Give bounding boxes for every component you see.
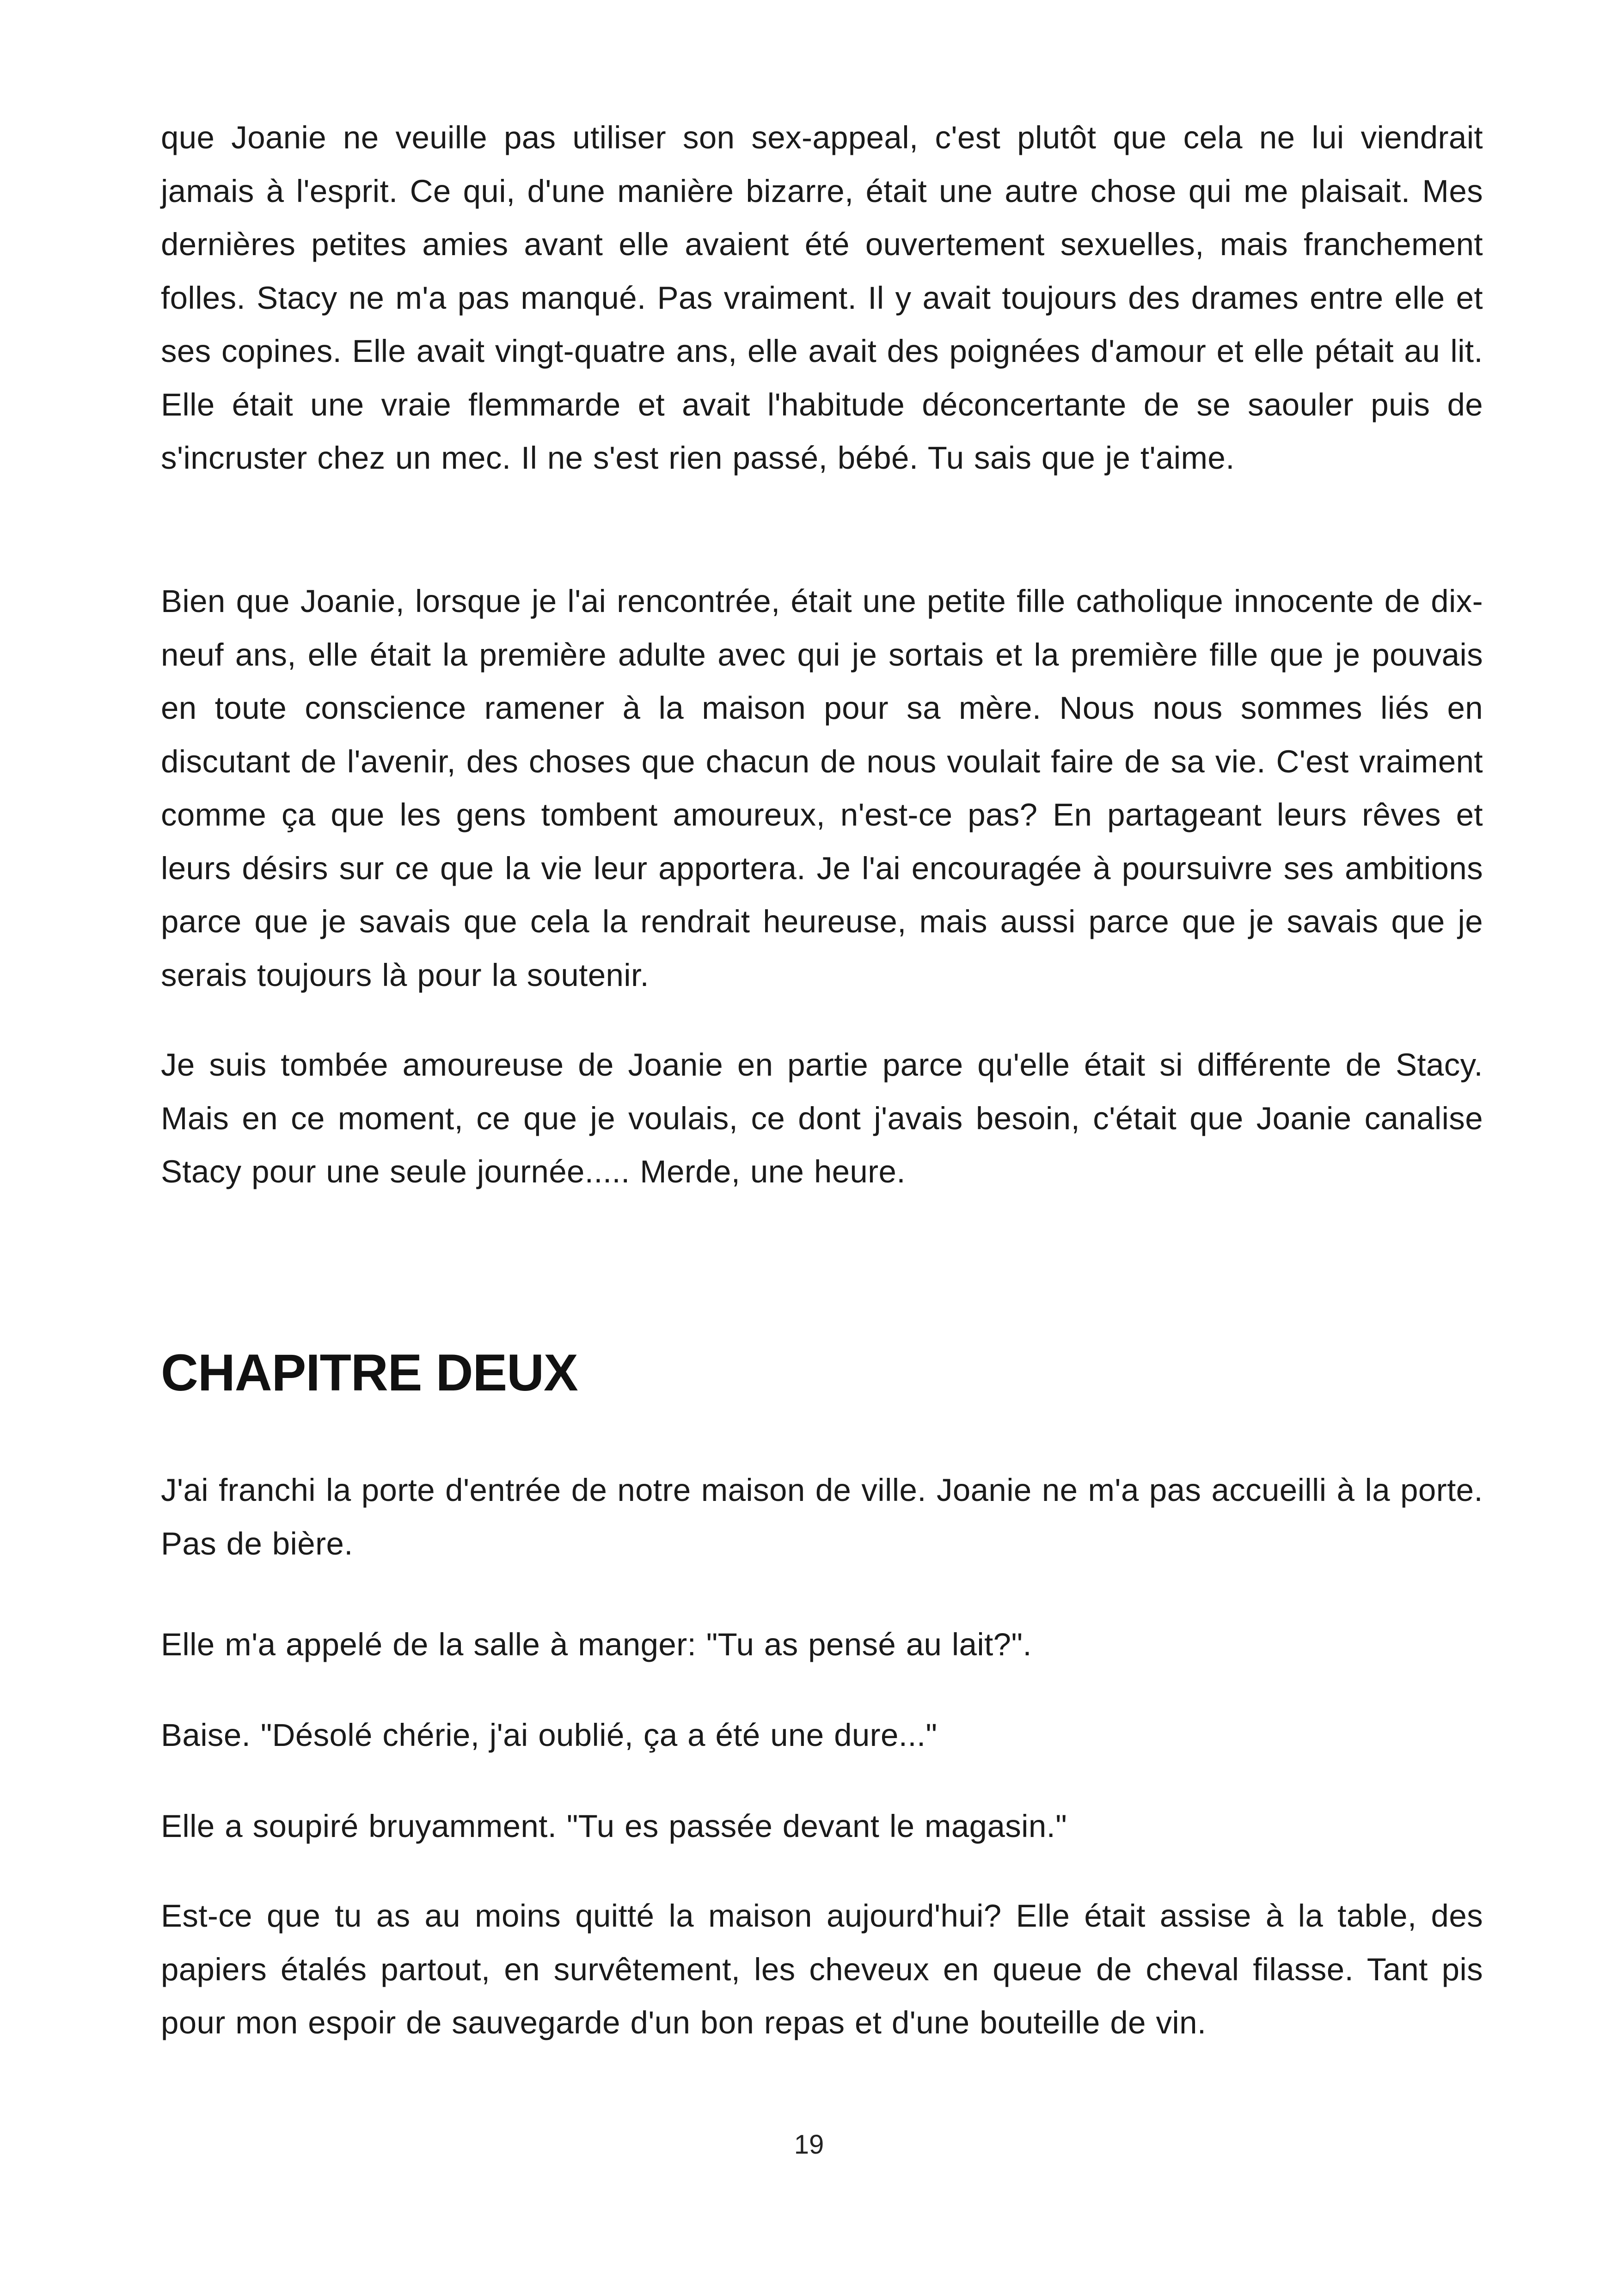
- paragraph-6: Baise. "Désolé chérie, j'ai oublié, ça a été une dure...": [161, 1717, 938, 1753]
- paragraph-4: J'ai franchi la porte d'entrée de notre maison de ville. Joanie ne m'a pas accueilli à la porte. Pas de bière.: [161, 1472, 1483, 1561]
- paragraph-8: Est-ce que tu as au moins quitté la maison aujourd'hui? Elle était assise à la table, des papiers étalés partout, en survêtement, les cheveux en queue de cheval filasse. Tant pis pour mon espoir de sauvegarde d'un bon repas et d'une bouteille de vin.: [161, 1898, 1483, 2040]
- paragraph-2: Bien que Joanie, lorsque je l'ai rencontrée, était une petite fille catholique innocente de dix-neuf ans, elle était la première adulte avec qui je sortais et la première fille que je pouvais en toute conscience ramener à la maison pour sa mère. Nous nous sommes liés en discutant de l'avenir, des choses que chacun de nous voulait faire de sa vie. C'est vraiment comme ça que les gens tombent amoureux, n'est-ce pas? En partageant leurs rêves et leurs désirs sur ce que la vie leur apportera. Je l'ai encouragée à poursuivre ses ambitions parce que je savais que cela la rendrait heureuse, mais aussi parce que je savais que je serais toujours là pour la soutenir.: [161, 583, 1483, 993]
- paragraph-5: Elle m'a appelé de la salle à manger: "Tu as pensé au lait?".: [161, 1627, 1032, 1662]
- chapter-heading: CHAPITRE DEUX: [161, 1344, 578, 1402]
- paragraph-7: Elle a soupiré bruyamment. "Tu es passée devant le magasin.": [161, 1808, 1067, 1844]
- paragraph-3: Je suis tombée amoureuse de Joanie en partie parce qu'elle était si différente de Stacy. Mais en ce moment, ce que je voulais, ce dont j'avais besoin, c'était que Joanie canalise Stacy pour une seule journée..... Merde, une heure.: [161, 1047, 1483, 1189]
- paragraph-1: que Joanie ne veuille pas utiliser son sex-appeal, c'est plutôt que cela ne lui viendrait jamais à l'esprit. Ce qui, d'une manière bizarre, était une autre chose qui me plaisait. Mes dernières petites amies avant elle avaient été ouvertement sexuelles, mais franchement folles. Stacy ne m'a pas manqué. Pas vraiment. Il y avait toujours des drames entre elle et ses copines. Elle avait vingt-quatre ans, elle avait des poignées d'amour et elle pétait au lit. Elle était une vraie flemmarde et avait l'habitude déconcertante de se saouler puis de s'incruster chez un mec. Il ne s'est rien passé, bébé. Tu sais que je t'aime.: [161, 120, 1483, 476]
- page-number: 19: [794, 2130, 824, 2160]
